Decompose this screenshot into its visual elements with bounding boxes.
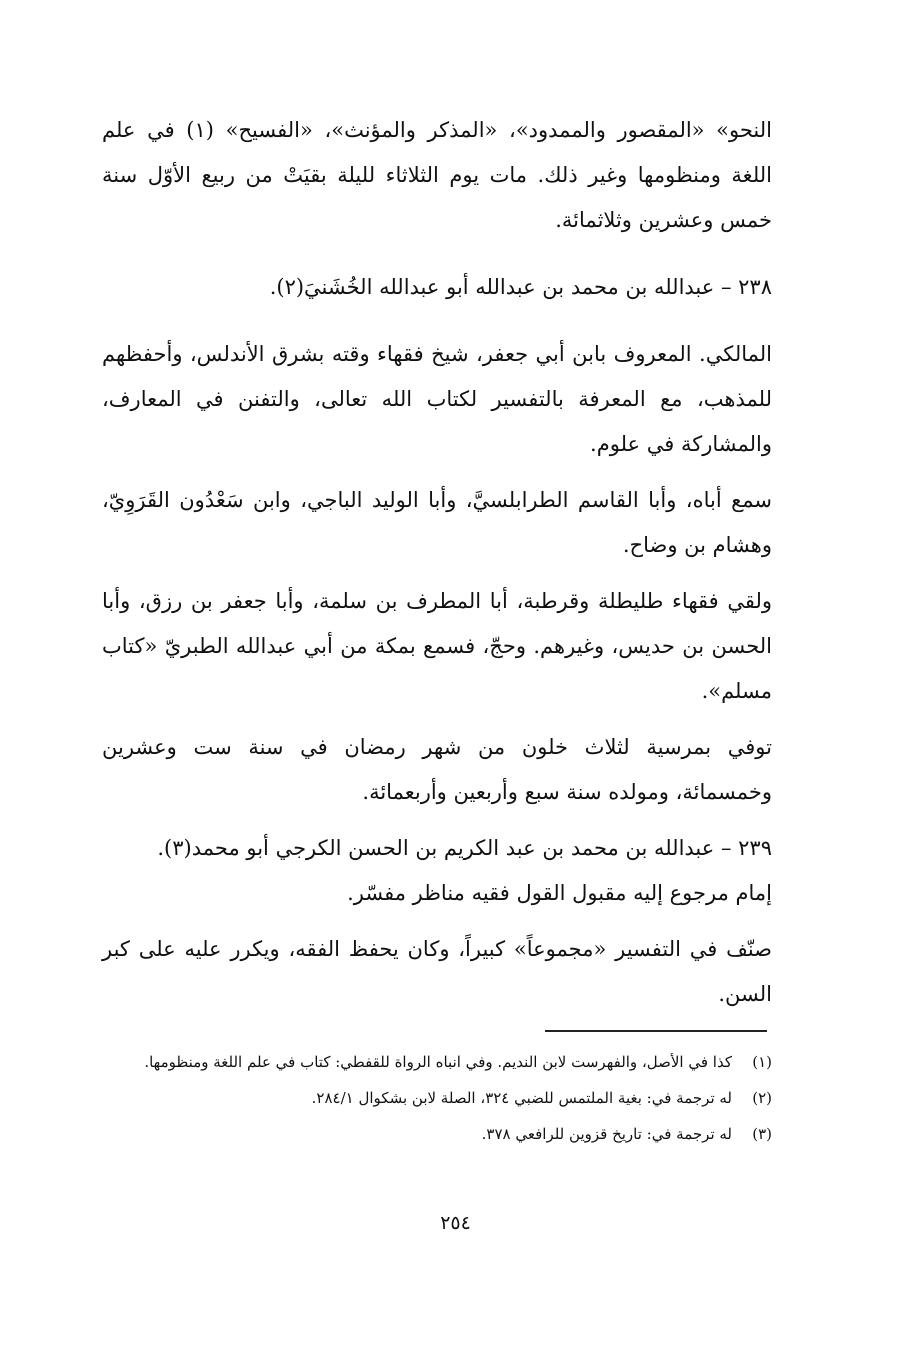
footnote-text: له ترجمة في: تاريخ قزوين للرافعي ٣٧٨. [481,1125,732,1143]
paragraph-238-death: توفي بمرسية لثلاث خلون من شهر رمضان في سنة ست وعشرين وخمسمائة، ومولده سنة سبع وأربعين وأربعمائة. [102,735,772,804]
footnote-divider [545,1030,767,1032]
page-body [102,108,772,1028]
footnotes [102,1048,772,1156]
footnote-number: (٢) [752,1089,772,1107]
footnote-number: (١) [752,1053,772,1071]
paragraph-239-works: صنّف في التفسير «مجموعاً» كبيراً، وكان يحفظ الفقه، ويكرر عليه على كبر السن. [102,937,772,1006]
paragraph-239-desc: إمام مرجوع إليه مقبول القول فقيه مناظر مفسّر. [347,881,772,905]
entry-238-heading: ٢٣٨ – عبدالله بن محمد بن عبدالله أبو عبدالله الخُشَنيَ(٢). [269,275,772,299]
paragraph-238-bio: المالكي. المعروف بابن أبي جعفر، شيخ فقهاء وقته بشرق الأندلس، وأحفظهم للمذهب، مع المعرفة بالتفسير لكتاب الله تعالى، والتفنن في المعارف، والمشاركة في علوم. [102,342,772,456]
footnote-text: كذا في الأصل، والفهرست لابن النديم. وفي انباه الرواة للقفطي: كتاب في علم اللغة ومنظومها. [144,1053,732,1071]
footnote-3 [102,1120,772,1148]
footnote-number: (٣) [752,1125,772,1143]
paragraph-intro: النحو» «المقصور والممدود»، «المذكر والمؤنث»، «الفسيح» (١) في علم اللغة ومنظومها وغير ذلك. مات يوم الثلاثاء لليلة بقيَتْ من ربيع الأوّل سنة خمس وعشرين وثلاثمائة. [102,118,773,232]
entry-239-heading: ٢٣٩ – عبدالله بن محمد بن عبد الكريم بن الحسن الكرجي أبو محمد(٣). [157,836,772,860]
footnote-2 [102,1084,772,1112]
paragraph-238-travels: ولقي فقهاء طليطلة وقرطبة، أبا المطرف بن سلمة، وأبا جعفر بن رزق، وأبا الحسن بن حديس، وغيرهم. وحجّ، فسمع بمكة من أبي عبدالله الطبريّ «كتاب مسلم». [102,589,772,703]
paragraph-238-teachers: سمع أباه، وأبا القاسم الطرابلسيَّ، وأبا الوليد الباجي، وابن سَعْدُون القَرَوِيّ، وهشام بن وضاح. [102,488,772,557]
footnote-1 [102,1048,772,1076]
footnote-text: له ترجمة في: بغية الملتمس للضبي ٣٢٤، الصلة لابن بشكوال ٢٨٤/١. [311,1089,732,1107]
page-number: ٢٥٤ [440,1212,471,1234]
